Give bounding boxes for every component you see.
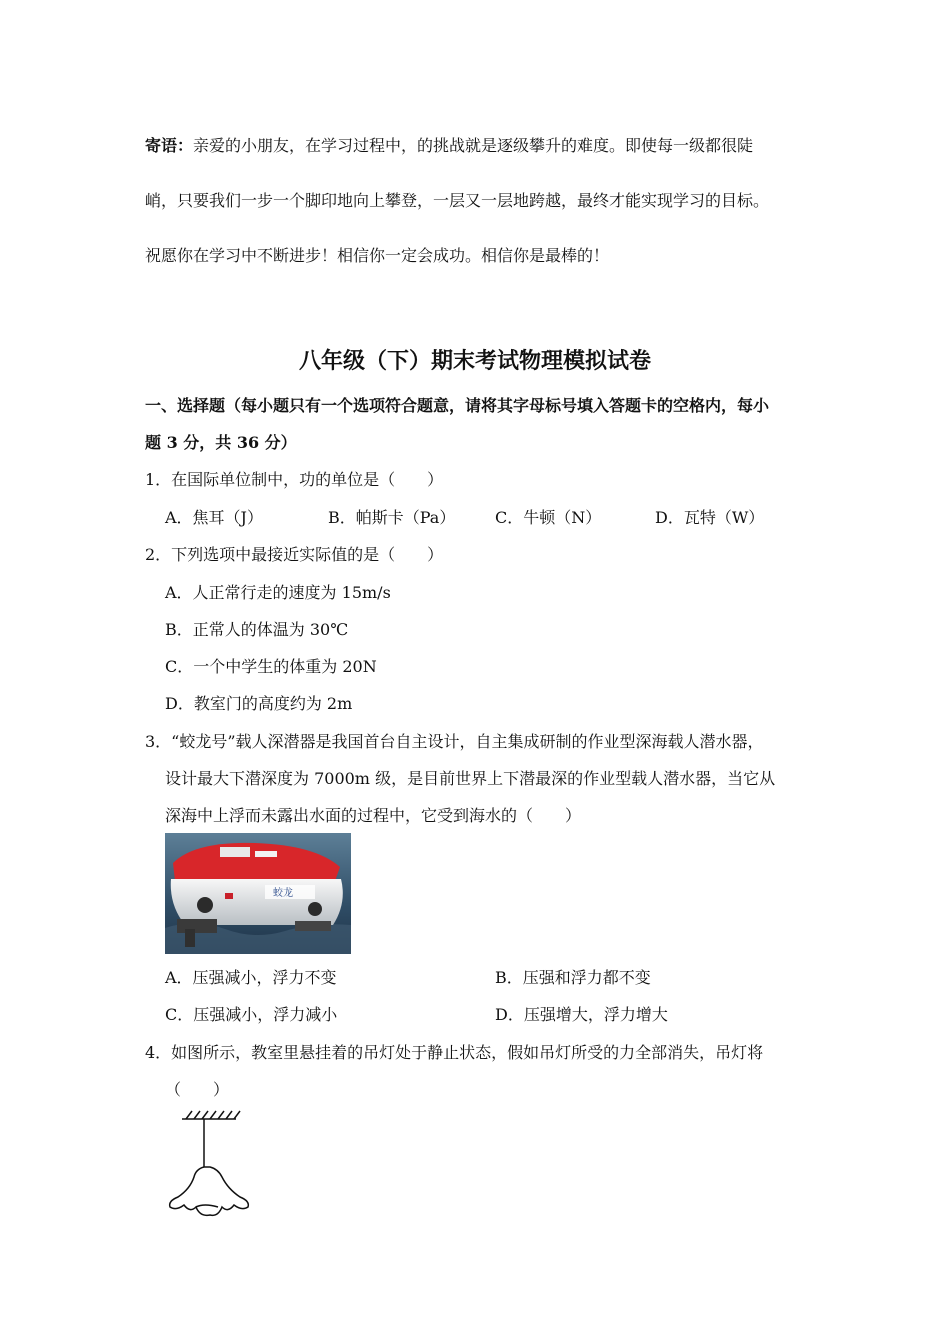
question-4-stem-line-2: （ ） <box>165 1080 230 1099</box>
section-heading-line-2: 题 3 分，共 36 分） <box>145 433 297 452</box>
submersible-photo <box>165 833 351 954</box>
question-3-option-d[interactable]: D．压强增大，浮力增大 <box>495 1005 668 1024</box>
question-2-stem: 2．下列选项中最接近实际值的是（ ） <box>145 545 444 564</box>
question-2-option-c[interactable]: C．一个中学生的体重为 20N <box>165 657 377 676</box>
question-3-option-a[interactable]: A．压强减小，浮力不变 <box>165 968 337 987</box>
preface-line-2: 峭，只要我们一步一个脚印地向上攀登，一层又一层地跨越，最终才能实现学习的目标。 <box>145 191 770 210</box>
question-3-option-c[interactable]: C．压强减小，浮力减小 <box>165 1005 338 1024</box>
preface-line-3: 祝愿你在学习中不断进步！相信你一定会成功。相信你是最棒的！ <box>145 246 610 265</box>
question-1-option-a[interactable]: A．焦耳（J） <box>165 508 263 527</box>
question-1-option-b[interactable]: B．帕斯卡（Pa） <box>328 508 456 527</box>
question-4-stem-line-1: 4．如图所示，教室里悬挂着的吊灯处于静止状态，假如吊灯所受的力全部消失，吊灯将 <box>145 1043 764 1062</box>
question-3-stem-line-2: 设计最大下潜深度为 7000m 级，是目前世界上下潜最深的作业型载人潜水器，当它从 <box>165 769 776 788</box>
preface-label: 寄语： <box>145 136 194 155</box>
preface-line-1 <box>145 133 753 156</box>
hanging-lamp-diagram <box>160 1105 260 1230</box>
question-3-stem-line-3: 深海中上浮而未露出水面的过程中，它受到海水的（ ） <box>165 806 582 825</box>
preface-text-1: 亲爱的小朋友，在学习过程中，的挑战就是逐级攀升的难度。即使每一级都很陡 <box>193 136 754 155</box>
page-title: 八年级（下）期末考试物理模拟试卷 <box>298 348 651 374</box>
question-1-stem: 1．在国际单位制中，功的单位是（ ） <box>145 470 444 489</box>
svg-text:蛟龙: 蛟龙 <box>273 888 293 899</box>
question-2-option-d[interactable]: D．教室门的高度约为 2m <box>165 694 353 713</box>
question-2-option-a[interactable]: A．人正常行走的速度为 15m/s <box>165 583 391 602</box>
section-heading-line-1: 一、选择题（每小题只有一个选项符合题意，请将其字母标号填入答题卡的空格内，每小 <box>145 396 770 415</box>
question-3-option-b[interactable]: B．压强和浮力都不变 <box>495 968 651 987</box>
question-1-option-d[interactable]: D．瓦特（W） <box>655 508 765 527</box>
question-3-stem-line-1: 3．“蛟龙号”载人深潜器是我国首台自主设计，自主集成研制的作业型深海载人潜水器， <box>145 732 764 751</box>
question-1-option-c[interactable]: C．牛顿（N） <box>495 508 602 527</box>
question-2-option-b[interactable]: B．正常人的体温为 30℃ <box>165 620 349 639</box>
